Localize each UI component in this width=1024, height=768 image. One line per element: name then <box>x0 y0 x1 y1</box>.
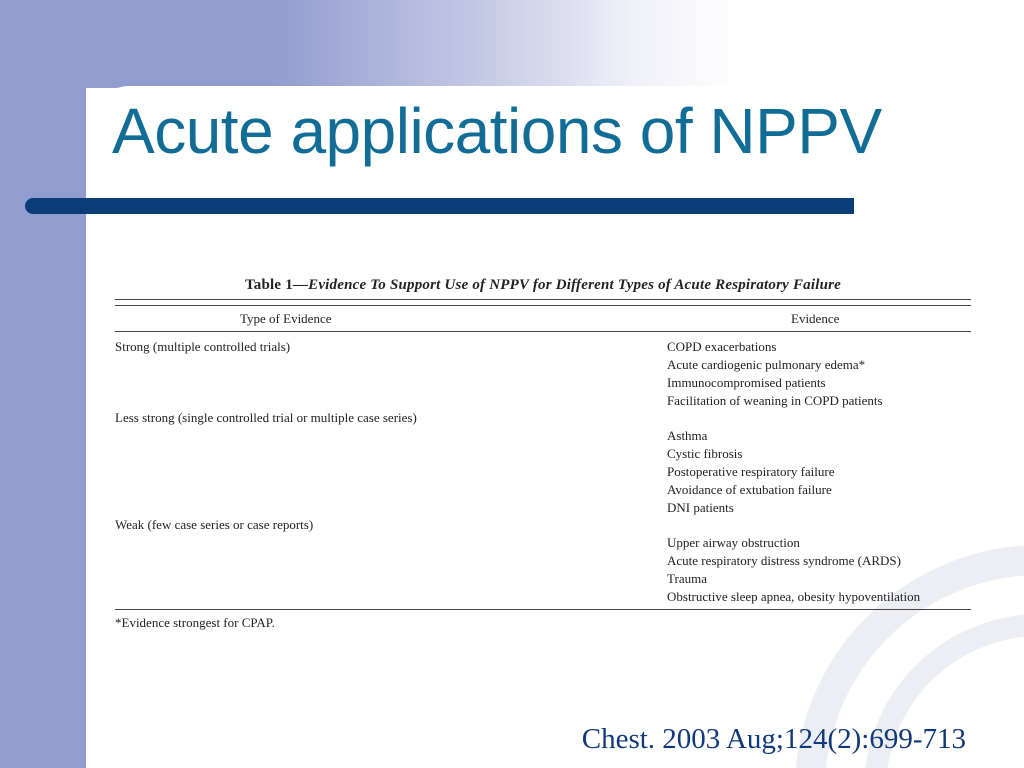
table-top-rule <box>115 299 971 306</box>
title-underline <box>25 198 854 214</box>
evidence-item: COPD exacerbations <box>667 339 777 354</box>
table-footnote: *Evidence strongest for CPAP. <box>115 615 275 630</box>
evidence-type-less-strong: Less strong (single controlled trial or multiple case series) <box>115 410 417 425</box>
evidence-item: Postoperative respiratory failure <box>667 464 835 479</box>
evidence-item: Obstructive sleep apnea, obesity hypoventilation <box>667 589 921 604</box>
slide-title: Acute applications of NPPV <box>112 95 882 167</box>
header-type-of-evidence: Type of Evidence <box>240 311 332 326</box>
table-caption <box>115 272 971 298</box>
evidence-item: Cystic fibrosis <box>667 446 743 461</box>
evidence-item: DNI patients <box>667 500 734 515</box>
table-header-row <box>115 306 971 332</box>
evidence-item: Immunocompromised patients <box>667 375 826 390</box>
citation: Chest. 2003 Aug;124(2):699-713 <box>581 723 966 755</box>
evidence-type-weak: Weak (few case series or case reports) <box>115 517 314 532</box>
header-evidence: Evidence <box>791 311 840 326</box>
table-bottom-rule <box>115 609 971 610</box>
evidence-item: Upper airway obstruction <box>667 535 800 550</box>
evidence-type-strong: Strong (multiple controlled trials) <box>115 339 291 354</box>
evidence-table <box>115 272 971 632</box>
top-gradient-band <box>0 0 1024 88</box>
evidence-item: Trauma <box>667 571 707 586</box>
table-caption-title: Evidence To Support Use of NPPV for Different Types of Acute Respiratory Failure <box>308 277 842 293</box>
evidence-item: Facilitation of weaning in COPD patients <box>667 393 883 408</box>
evidence-item: Acute cardiogenic pulmonary edema* <box>667 357 866 372</box>
table-caption-label: Table 1— <box>244 277 309 293</box>
evidence-item: Acute respiratory distress syndrome (ARDS) <box>667 553 901 568</box>
left-band <box>0 0 86 768</box>
evidence-item: Avoidance of extubation failure <box>667 482 832 497</box>
evidence-item: Asthma <box>667 428 708 443</box>
table-body <box>115 332 971 609</box>
